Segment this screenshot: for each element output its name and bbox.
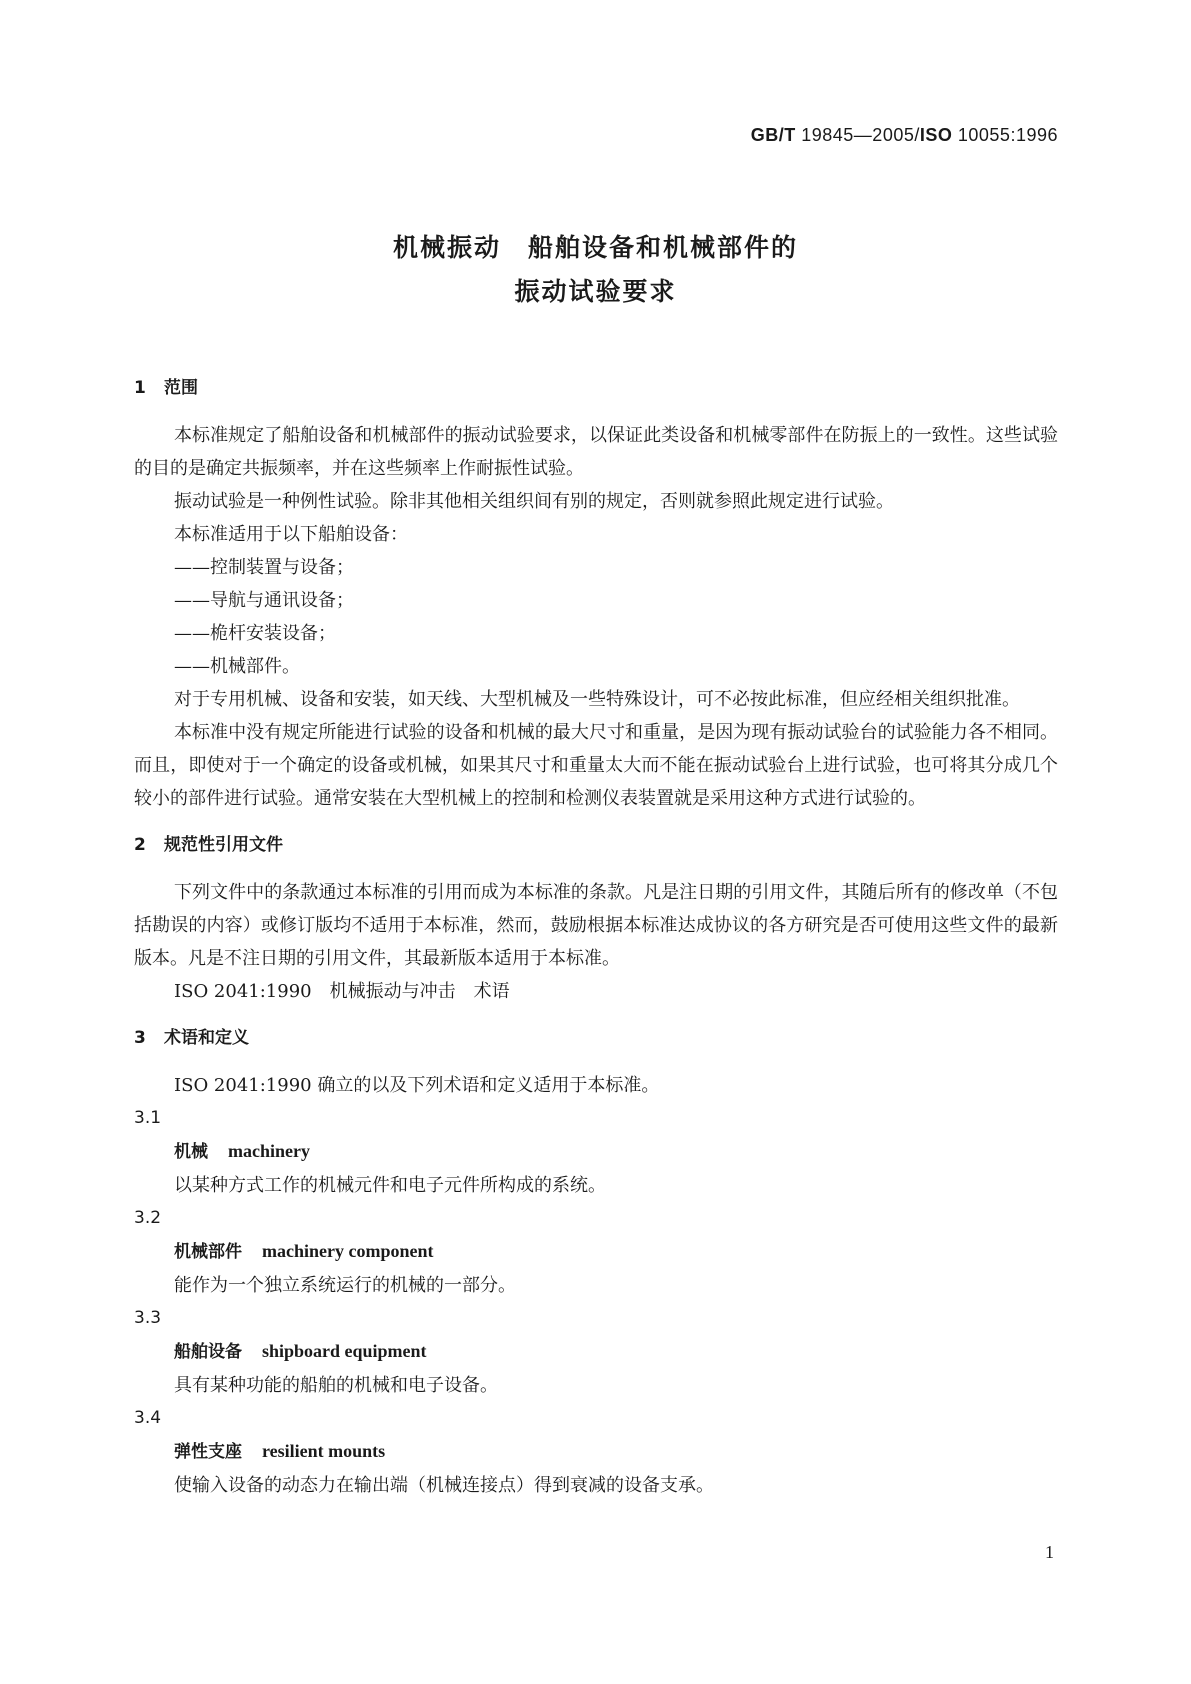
term-number: 3.1 — [134, 1108, 162, 1128]
term-heading: 机械部件 machinery component — [174, 1241, 434, 1262]
term-number: 3.2 — [134, 1208, 162, 1228]
page-number: 1 — [1045, 1542, 1054, 1562]
paragraph: ISO 2041:1990 确立的以及下列术语和定义适用于本标准。 — [174, 1075, 660, 1096]
paragraph: 本标准规定了船舶设备和机械部件的振动试验要求，以保证此类设备和机械零部件在防振上的一致性。这些试验的目的是确定共振频率，并在这些频率上作耐振性试验。 — [134, 425, 1058, 479]
term-number: 3.4 — [134, 1408, 162, 1428]
title-line-2: 振动试验要求 — [514, 277, 677, 306]
term-heading: 机械 machinery — [174, 1141, 310, 1162]
list-item: ——导航与通讯设备； — [174, 590, 354, 611]
paragraph: 对于专用机械、设备和安装，如天线、大型机械及一些特殊设计，可不必按此标准，但应经相关组织批准。 — [174, 689, 1020, 710]
paragraph: 下列文件中的条款通过本标准的引用而成为本标准的条款。凡是注日期的引用文件，其随后所有的修改单（不包括勘误的内容）或修订版均不适用于本标准，然而，鼓励根据本标准达成协议的各方研究是否可使用这些文件的最新版本。凡是不注日期的引用文件，其最新版本适用于本标准。 — [134, 882, 1058, 969]
reference-item: ISO 2041:1990 机械振动与冲击 术语 — [174, 981, 510, 1002]
standard-code: GB/T 19845—2005/ISO 10055:1996 — [750, 125, 1058, 145]
section-3-heading: 3 术语和定义 — [134, 1028, 249, 1048]
term-number: 3.3 — [134, 1308, 162, 1328]
section-1-heading: 1 范围 — [134, 378, 198, 398]
list-item: ——控制装置与设备； — [174, 557, 354, 578]
title-line-1: 机械振动 船舶设备和机械部件的 — [392, 233, 798, 262]
document-title — [0, 226, 1191, 314]
section-2-heading: 2 规范性引用文件 — [134, 835, 283, 855]
list-item: ——机械部件。 — [174, 656, 300, 677]
list-item: ——桅杆安装设备； — [174, 623, 336, 644]
term-definition: 使输入设备的动态力在输出端（机械连接点）得到衰减的设备支承。 — [174, 1475, 714, 1496]
term-heading: 弹性支座 resilient mounts — [174, 1441, 386, 1462]
paragraph: 振动试验是一种例性试验。除非其他相关组织间有别的规定，否则就参照此规定进行试验。 — [174, 491, 894, 512]
term-definition: 具有某种功能的船舶的机械和电子设备。 — [174, 1375, 498, 1396]
paragraph: 本标准适用于以下船舶设备： — [174, 524, 408, 545]
document-body — [134, 372, 1058, 1502]
term-definition: 以某种方式工作的机械元件和电子元件所构成的系统。 — [174, 1175, 606, 1196]
paragraph: 本标准中没有规定所能进行试验的设备和机械的最大尺寸和重量，是因为现有振动试验台的试验能力各不相同。而且，即使对于一个确定的设备或机械，如果其尺寸和重量太大而不能在振动试验台上进行试验，也可将其分成几个较小的部件进行试验。通常安装在大型机械上的控制和检测仪表装置就是采用这种方式进行试验的。 — [134, 722, 1058, 809]
term-heading: 船舶设备 shipboard equipment — [174, 1341, 427, 1362]
term-definition: 能作为一个独立系统运行的机械的一部分。 — [174, 1275, 516, 1296]
